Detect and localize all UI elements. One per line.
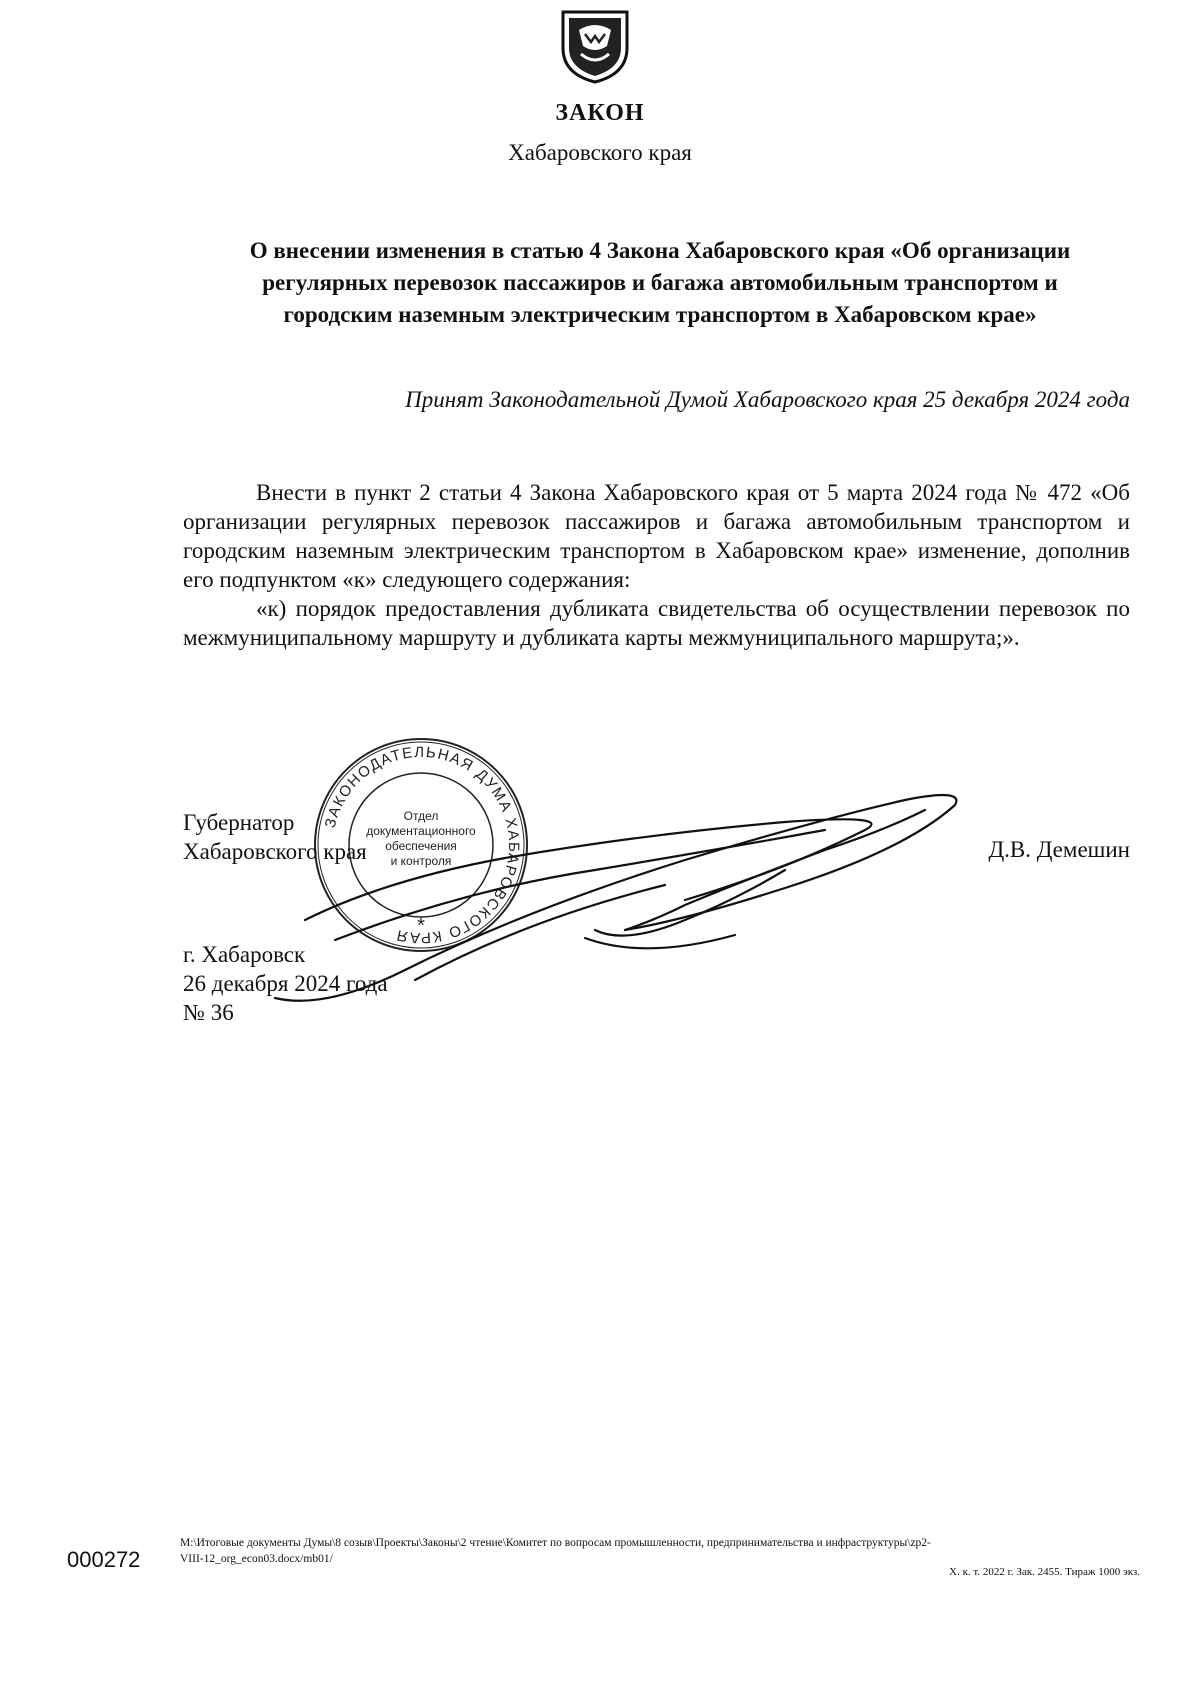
stamp-outer-text: ЗАКОНОДАТЕЛЬНАЯ ДУМА ХАБАРОВСКОГО КРАЯ bbox=[321, 743, 523, 947]
file-path-line: M:\Итоговые документы Думы\8 созыв\Проекты\Законы\2 чтение\Комитет по вопросам промышленности, предпринимательства и инфраструктуры\zp2- bbox=[180, 1537, 931, 1549]
law-heading-line: регулярных перевозок пассажиров и багажа автомобильным транспортом и bbox=[262, 270, 1058, 295]
file-path bbox=[180, 1535, 1140, 1567]
law-body bbox=[183, 478, 1130, 652]
print-info: Х. к. т. 2022 г. Зак. 2455. Тираж 1000 экз. bbox=[949, 1566, 1140, 1578]
signer-name: Д.В. Демешин bbox=[988, 837, 1130, 862]
file-path-line: VIII-12_org_econ03.docx/mb01/ bbox=[180, 1553, 333, 1565]
signer-title-line: Хабаровского края bbox=[183, 839, 367, 864]
stamp-inner-line: обеспечения bbox=[385, 839, 457, 853]
adoption-note: Принят Законодательной Думой Хабаровского края 25 декабря 2024 года bbox=[405, 387, 1130, 412]
stamp-inner-line: и контроля bbox=[390, 854, 452, 868]
law-number: № 36 bbox=[183, 1000, 234, 1025]
coat-of-arms-icon bbox=[555, 8, 635, 84]
law-heading-line: городским наземным электрическим транспортом в Хабаровском крае» bbox=[283, 302, 1037, 327]
signer-title-line: Губернатор bbox=[183, 810, 295, 835]
place-city: г. Хабаровск bbox=[183, 942, 306, 967]
document-subtitle: Хабаровского края bbox=[508, 140, 692, 165]
stamp-mark: * bbox=[417, 915, 425, 937]
handwritten-signature bbox=[265, 770, 995, 1030]
law-heading-line: О внесении изменения в статью 4 Закона Хабаровского края «Об организации bbox=[249, 238, 1071, 263]
stamp-inner-line: документационного bbox=[366, 824, 476, 838]
place-date: 26 декабря 2024 года bbox=[183, 971, 388, 996]
body-paragraph: Внести в пункт 2 статьи 4 Закона Хабаровского края от 5 марта 2024 года № 472 «Об организации регулярных перевозок пассажиров и багажа автомобильным транспортом и городским наземным электрическим транспортом в Хабаровском крае» изменение, дополнив его подпунктом «к» следующего содержания: bbox=[183, 480, 1130, 592]
stamp-inner-line: Отдел bbox=[403, 809, 439, 823]
law-heading bbox=[195, 235, 1125, 331]
document-code: 000272 bbox=[67, 1547, 141, 1572]
body-paragraph: «к) порядок предоставления дубликата свидетельства об осуществлении перевозок по межмуниципальному маршруту и дубликата карты межмуниципального маршрута;». bbox=[183, 596, 1130, 650]
document-title: ЗАКОН bbox=[555, 100, 645, 126]
